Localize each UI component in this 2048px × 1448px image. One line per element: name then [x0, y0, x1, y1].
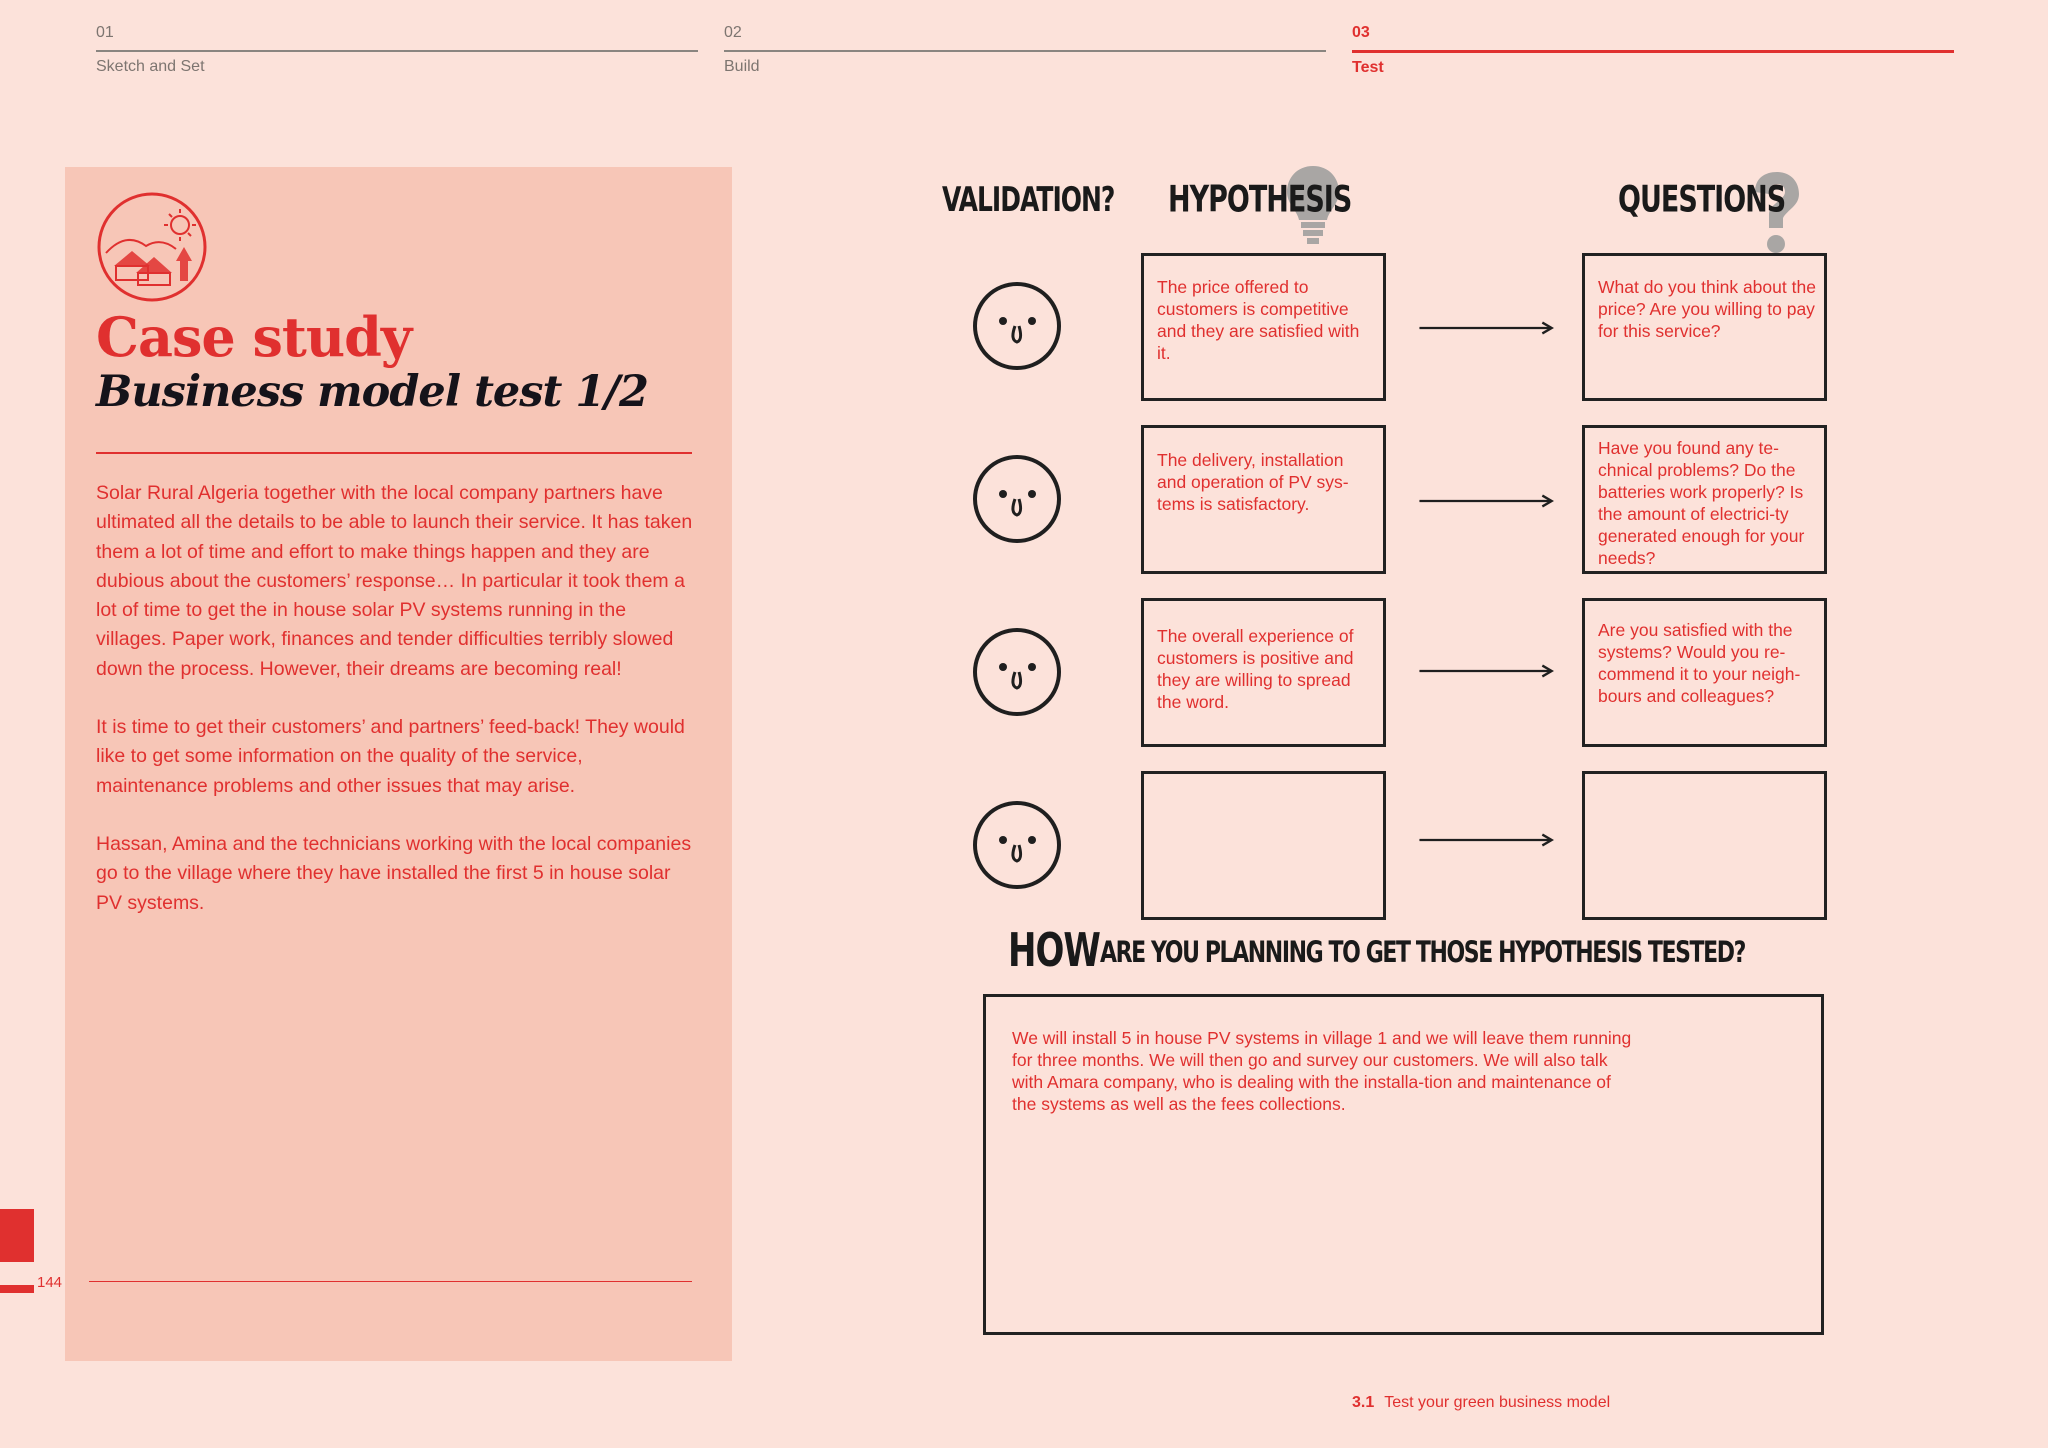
step-1-rule	[96, 50, 698, 52]
step-2-number: 02	[724, 24, 742, 41]
validation-face-icon	[971, 280, 1063, 372]
question-box-3	[1582, 598, 1827, 747]
page-number: 144	[37, 1274, 63, 1291]
validation-face-icon	[971, 626, 1063, 718]
bottom-divider	[89, 1281, 692, 1282]
hypothesis-box-3	[1141, 598, 1386, 747]
hypothesis-text-1: The price offered to customers is competitive and they are satisfied with it.	[1157, 277, 1360, 363]
plan-text: We will install 5 in house PV systems in village 1 and we will leave them running for three months. We will then go and survey our customers. We will also talk with Amara company, who is dealing with the installa-tion and maintenance of the systems as well as the fees collections.	[1012, 1028, 1632, 1114]
plan-heading-rest: ARE YOU PLANNING TO GET THOSE HYPOTHESIS TESTED?	[1100, 936, 1745, 970]
step-3-rule	[1352, 50, 1954, 53]
body-paragraph-1: Solar Rural Algeria together with the local company partners have ultimated all the details to be able to launch their service. It has taken them a lot of time and effort to make things happen and they are dubious about the customers’ response… In particular it took them a lot of time to get the in house solar PV systems running in the villages. Paper work, finances and tender difficulties terribly slowed down the process. However, their dreams are becoming real!	[96, 482, 693, 680]
question-box-2	[1582, 425, 1827, 574]
step-1-number: 01	[96, 24, 114, 41]
hypothesis-heading: HYPOTHESIS	[1168, 179, 1352, 221]
step-3-number: 03	[1352, 24, 1370, 41]
arrow-right-icon	[1400, 494, 1575, 508]
step-1-name: Sketch and Set	[96, 58, 205, 75]
question-text-2: Have you found any te-chnical problems? Do the batteries work properly? Is the amount of electrici-ty generated enough for your needs?	[1598, 438, 1805, 568]
question-text-3: Are you satisfied with the systems? Would you re-commend it to your neigh-bours and colleagues?	[1598, 620, 1801, 706]
case-study-body	[96, 479, 696, 947]
body-paragraph-3: Hassan, Amina and the technicians working with the local companies go to the village where they have installed the first 5 in house solar PV systems.	[96, 832, 692, 914]
question-box-4	[1582, 771, 1827, 920]
step-3	[1352, 24, 1954, 77]
body-paragraph-2: It is time to get their customers’ and partners’ feed-back! They would like to get some information on the quality of the service, maintenance problems and other issues that may arise.	[96, 716, 685, 797]
hypothesis-box-2	[1141, 425, 1386, 574]
plan-box	[983, 994, 1824, 1335]
validation-face-icon	[971, 799, 1063, 891]
plan-heading-how: HOW	[1008, 924, 1100, 978]
hypothesis-text-2: The delivery, installation and operation of PV sys-tems is satisfactory.	[1157, 450, 1349, 514]
step-2	[724, 24, 1326, 76]
page-tab-marker	[0, 1209, 34, 1262]
arrow-right-icon	[1400, 833, 1575, 847]
validation-face-icon	[971, 453, 1063, 545]
question-text-1: What do you think about the price? Are you willing to pay for this service?	[1598, 277, 1816, 341]
title-divider	[96, 452, 692, 454]
step-1	[96, 24, 698, 76]
page-tab-marker-small	[0, 1285, 34, 1293]
arrow-right-icon	[1400, 664, 1575, 678]
footer-section-title: Test your green business model	[1384, 1394, 1611, 1411]
step-2-name: Build	[724, 58, 760, 75]
question-box-1	[1582, 253, 1827, 401]
hypothesis-box-4	[1141, 771, 1386, 920]
case-study-subtitle: Business model test 1/2	[96, 367, 648, 417]
arrow-right-icon	[1400, 321, 1575, 335]
hypothesis-text-3: The overall experience of customers is positive and they are willing to spread the word.	[1157, 626, 1354, 712]
footer-section-number: 3.1	[1352, 1394, 1375, 1411]
step-3-name: Test	[1352, 59, 1384, 76]
case-study-panel	[65, 167, 732, 1361]
page-footer	[1352, 1394, 1610, 1412]
case-study-title: Case study	[96, 305, 412, 369]
questions-heading: QUESTIONS	[1618, 179, 1786, 221]
solar-village-logo-icon	[96, 191, 208, 303]
step-2-rule	[724, 50, 1326, 52]
validation-heading: VALIDATION?	[942, 179, 1115, 219]
hypothesis-box-1	[1141, 253, 1386, 401]
